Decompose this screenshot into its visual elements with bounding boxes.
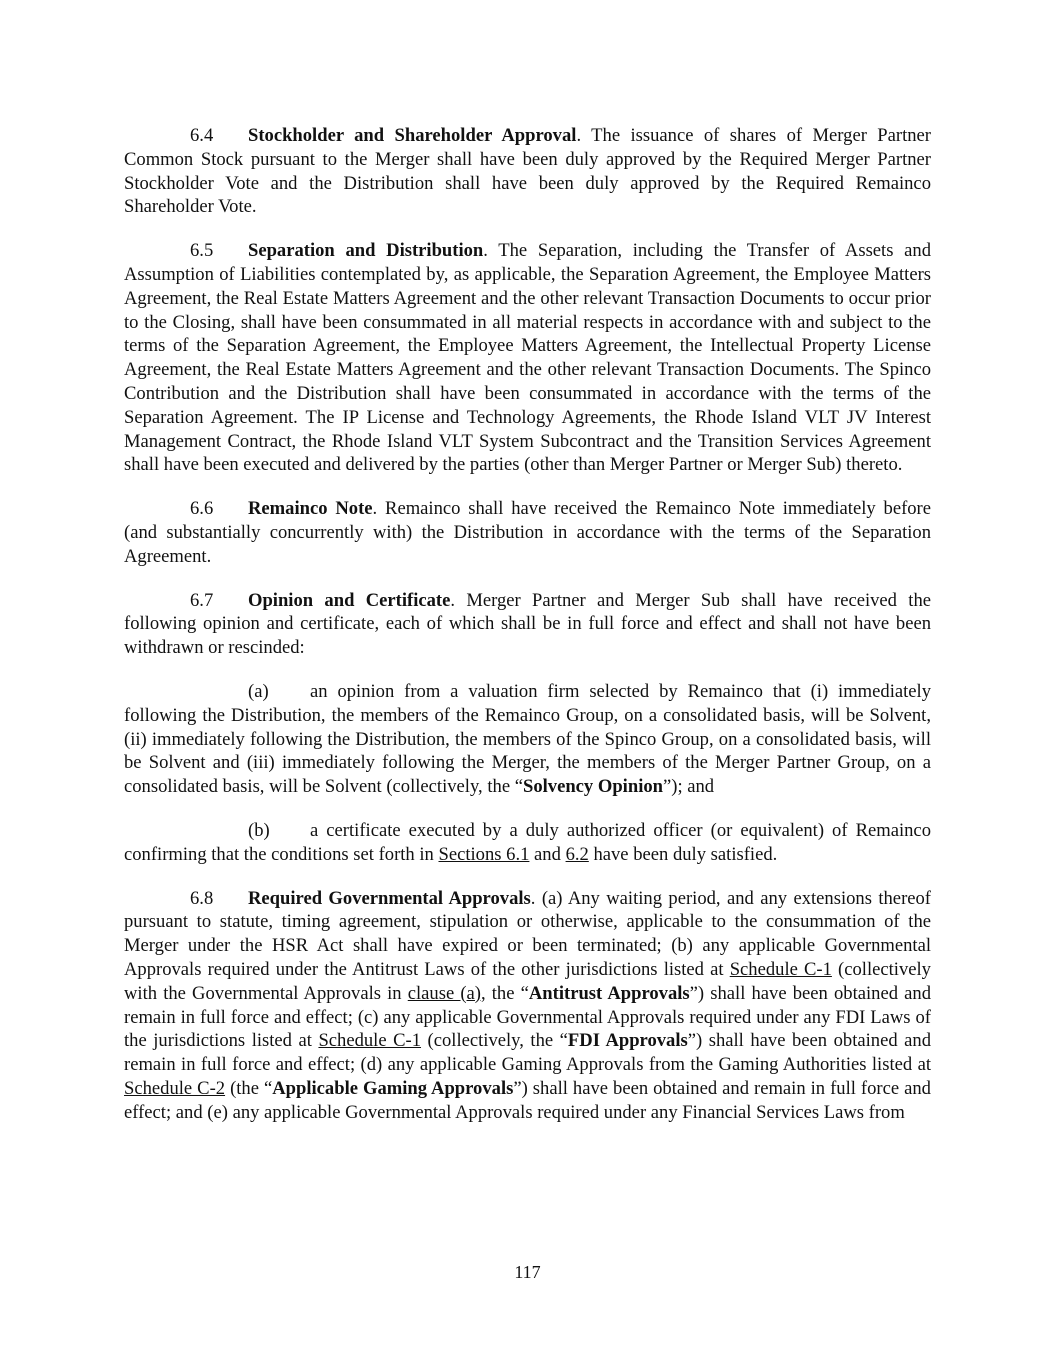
section-number: 6.4 [190, 125, 214, 146]
section-number: 6.7 [190, 589, 214, 611]
defined-term: Antitrust Approvals [528, 982, 690, 1004]
document-page [124, 124, 931, 1144]
section-text: . Remainco shall have received the Remainco Note immediately before (and substantially concurrently with) the Distribution in accordance with the terms of the Separation Agreement. [124, 498, 932, 567]
clause-text: and [529, 843, 566, 865]
page-number: 117 [514, 1262, 541, 1282]
section-6-8 [124, 887, 931, 1125]
section-reference: 6.2 [565, 843, 589, 865]
defined-term: Applicable Gaming Approvals [272, 1077, 514, 1099]
section-number: 6.8 [190, 887, 214, 909]
section-text: (collectively, the “ [421, 1030, 568, 1052]
clause-text-end: ”); and [663, 776, 715, 798]
section-text: (collectively with the Governmental Approvals in [124, 958, 931, 1004]
section-number: 6.6 [190, 498, 214, 520]
section-text: . (a) Any waiting period, and any extensions thereof pursuant to statute, timing agreement, stipulation or otherwise, applicable to the consummation of the Merger under the HSR Act shall have expired or been terminated; (b) any applicable Governmental Approvals required under the Antitrust Laws of the other jurisdictions listed at [124, 887, 931, 980]
schedule-reference: Schedule C-1 [318, 1030, 422, 1052]
clause-reference: clause (a) [407, 982, 481, 1004]
section-number: 6.5 [190, 240, 214, 262]
clause-6-7-a [124, 680, 931, 799]
section-heading: Remainco Note [248, 498, 373, 520]
section-text: ”) shall have been obtained and remain in full force and effect; (d) any applicable Gaming Approvals from the Gaming Authorities listed at [124, 1030, 932, 1076]
section-text: ”) shall have been obtained and remain in full force and effect; and (e) any applicable Governmental Approvals required under any Financial Services Laws from [124, 1077, 931, 1123]
section-heading: Opinion and Certificate [248, 589, 451, 611]
section-reference: Sections 6.1 [438, 843, 530, 865]
section-text: . The issuance of shares of Merger Partner Common Stock pursuant to the Merger shall have been duly approved by the Required Merger Partner Stockholder Vote and the Distribution shall have been duly approved by the Required Remainco Shareholder Vote. [124, 125, 931, 218]
section-heading: Separation and Distribution [248, 240, 484, 262]
defined-term: Solvency Opinion [522, 776, 663, 798]
clause-text: a certificate executed by a duly authorized officer (or equivalent) of Remainco confirming that the conditions set forth in [124, 819, 931, 865]
schedule-reference: Schedule C-2 [124, 1077, 226, 1099]
section-6-7 [124, 589, 931, 660]
clause-label: (b) [248, 819, 270, 841]
clause-label: (a) [248, 680, 269, 702]
section-text: . The Separation, including the Transfer of Assets and Assumption of Liabilities contemplated by, as applicable, the Separation Agreement, the Employee Matters Agreement, the Real Estate Matters Agreement and the other relevant Transaction Documents to occur prior to the Closing, shall have been consummated in all material respects in accordance with and subject to the terms of the Separation Agreement, the Employee Matters Agreement, the Intellectual Property License Agreement, the Real Estate Matters Agreement and the other relevant Transaction Documents. The Spinco Contribution and the Distribution shall have been consummated in accordance with the terms of the Separation Agreement. The IP License and Technology Agreements, the Rhode Island VLT JV Interest Management Contract, the Rhode Island VLT System Subcontract and the Transition Services Agreement shall have been executed and delivered by the parties (other than Merger Partner or Merger Sub) thereto. [124, 240, 931, 476]
defined-term: FDI Approvals [567, 1030, 688, 1052]
section-heading: Required Governmental Approvals [248, 887, 531, 909]
section-6-6 [124, 497, 931, 568]
clause-text-end: have been duly satisfied. [588, 843, 778, 865]
clause-text: an opinion from a valuation firm selected by Remainco that (i) immediately following the Distribution, the members of the Remainco Group, on a consolidated basis, will be Solvent, (ii) immediately following the Distribution, the members of the Spinco Group, on a consolidated basis, will be Solvent and (iii) immediately following the Merger, the members of the Merger Partner Group, on a consolidated basis, will be Solvent (collectively, the “ [124, 680, 931, 798]
section-text: . Merger Partner and Merger Sub shall have received the following opinion and certificate, each of which shall be in full force and effect and shall not have been withdrawn or rescinded: [124, 589, 931, 659]
clause-6-7-b [124, 819, 931, 867]
section-6-5 [124, 239, 931, 477]
section-text: (the “ [225, 1077, 273, 1099]
schedule-reference: Schedule C-1 [729, 958, 832, 980]
section-6-4 [124, 124, 931, 219]
section-text: ”) shall have been obtained and remain in full force and effect; (c) any applicable Governmental Approvals required under any FDI Laws of the jurisdictions listed at [124, 982, 931, 1052]
section-heading: Stockholder and Shareholder Approval [248, 125, 577, 146]
section-text: , the “ [480, 982, 529, 1004]
